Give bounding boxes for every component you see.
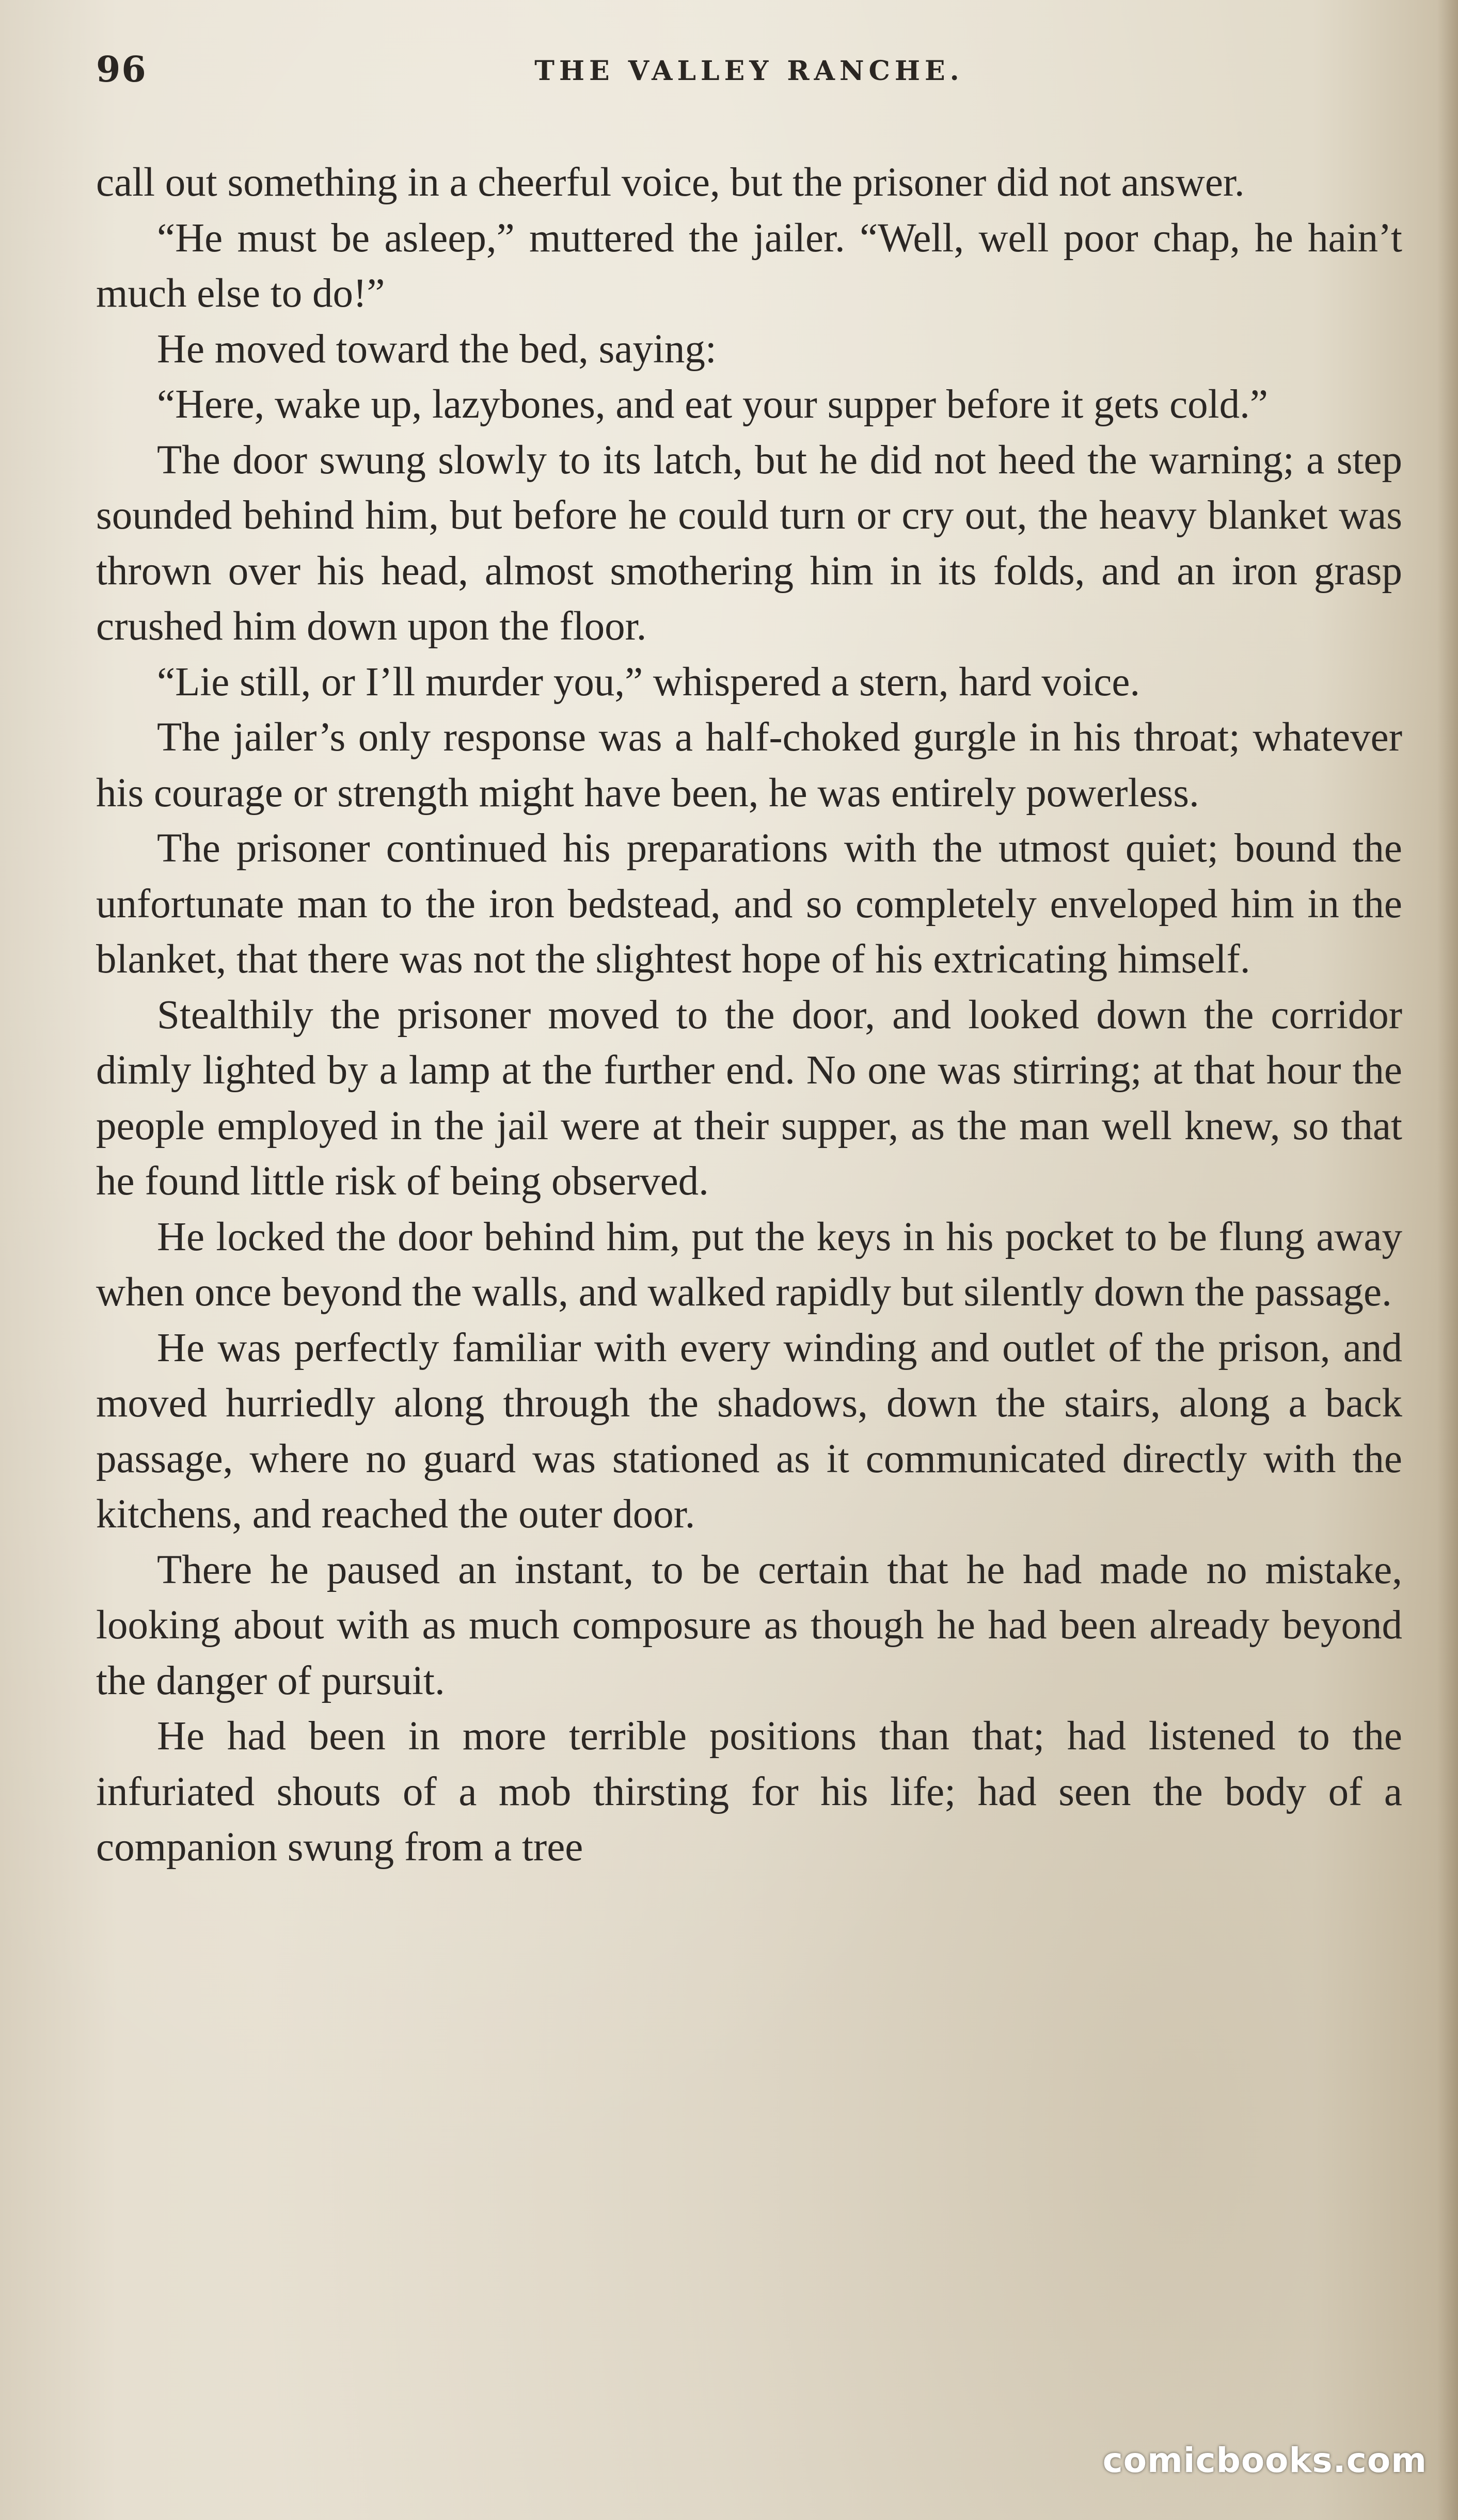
running-head: THE VALLEY RANCHE. <box>534 55 964 87</box>
page-edge-shadow <box>1437 0 1458 2520</box>
paragraph: “Here, wake up, lazybones, and eat your supper before it gets cold.” <box>157 382 1268 427</box>
paragraph: He locked the door behind him, put the keys in his pocket to be flung away when once beyond the walls, and walked rapidly but silently down the passage. <box>96 1214 1402 1315</box>
paragraph: “He must be asleep,” muttered the jailer. “Well, well poor chap, he hain’t much else to do!” <box>96 215 1402 316</box>
paragraph: The jailer’s only response was a half-choked gurgle in his throat; whatever his courage or strength might have been, he was entirely powerless. <box>96 715 1402 816</box>
paragraph: The door swung slowly to its latch, but he did not heed the warning; a step sounded behind him, but before he could turn or cry out, the heavy blanket was thrown over his head, almost smothering him in its folds, and an iron grasp crushed him down upon the floor. <box>96 437 1402 649</box>
paragraph: “Lie still, or I’ll murder you,” whispered a stern, hard voice. <box>157 659 1140 705</box>
paragraph: The prisoner continued his preparations with the utmost quiet; bound the unfortunate man to the iron bedstead, and so completely enveloped him in the blanket, that there was not the slightest hope of his extricating himself. <box>96 826 1402 982</box>
paragraph: He had been in more terrible positions than that; had listened to the infuriated shouts of a mob thirsting for his life; had seen the body of a companion swung from a tree <box>96 1714 1402 1870</box>
paragraph: call out something in a cheerful voice, but the prisoner did not answer. <box>96 160 1245 205</box>
paragraph: There he paused an instant, to be certain that he had made no mistake, looking about with as much composure as though he had been already beyond the danger of pursuit. <box>96 1547 1402 1703</box>
page-number: 96 <box>96 49 147 90</box>
watermark: comicbooks.com <box>1102 2441 1427 2480</box>
paragraph: Stealthily the prisoner moved to the door, and looked down the corridor dimly lighted by a lamp at the further end. No one was stirring; at that hour the people employed in the jail were at their supper, as the man well knew, so that he found little risk of being observed. <box>96 992 1402 1204</box>
paragraph: He was perfectly familiar with every winding and outlet of the prison, and moved hurriedly along through the shadows, down the stairs, along a back passage, where no guard was stationed as it communicated directly with the kitchens, and reached the outer door. <box>96 1325 1402 1537</box>
paragraph: He moved toward the bed, saying: <box>157 326 717 372</box>
page-header <box>96 49 1402 95</box>
text-body <box>96 155 1402 1875</box>
